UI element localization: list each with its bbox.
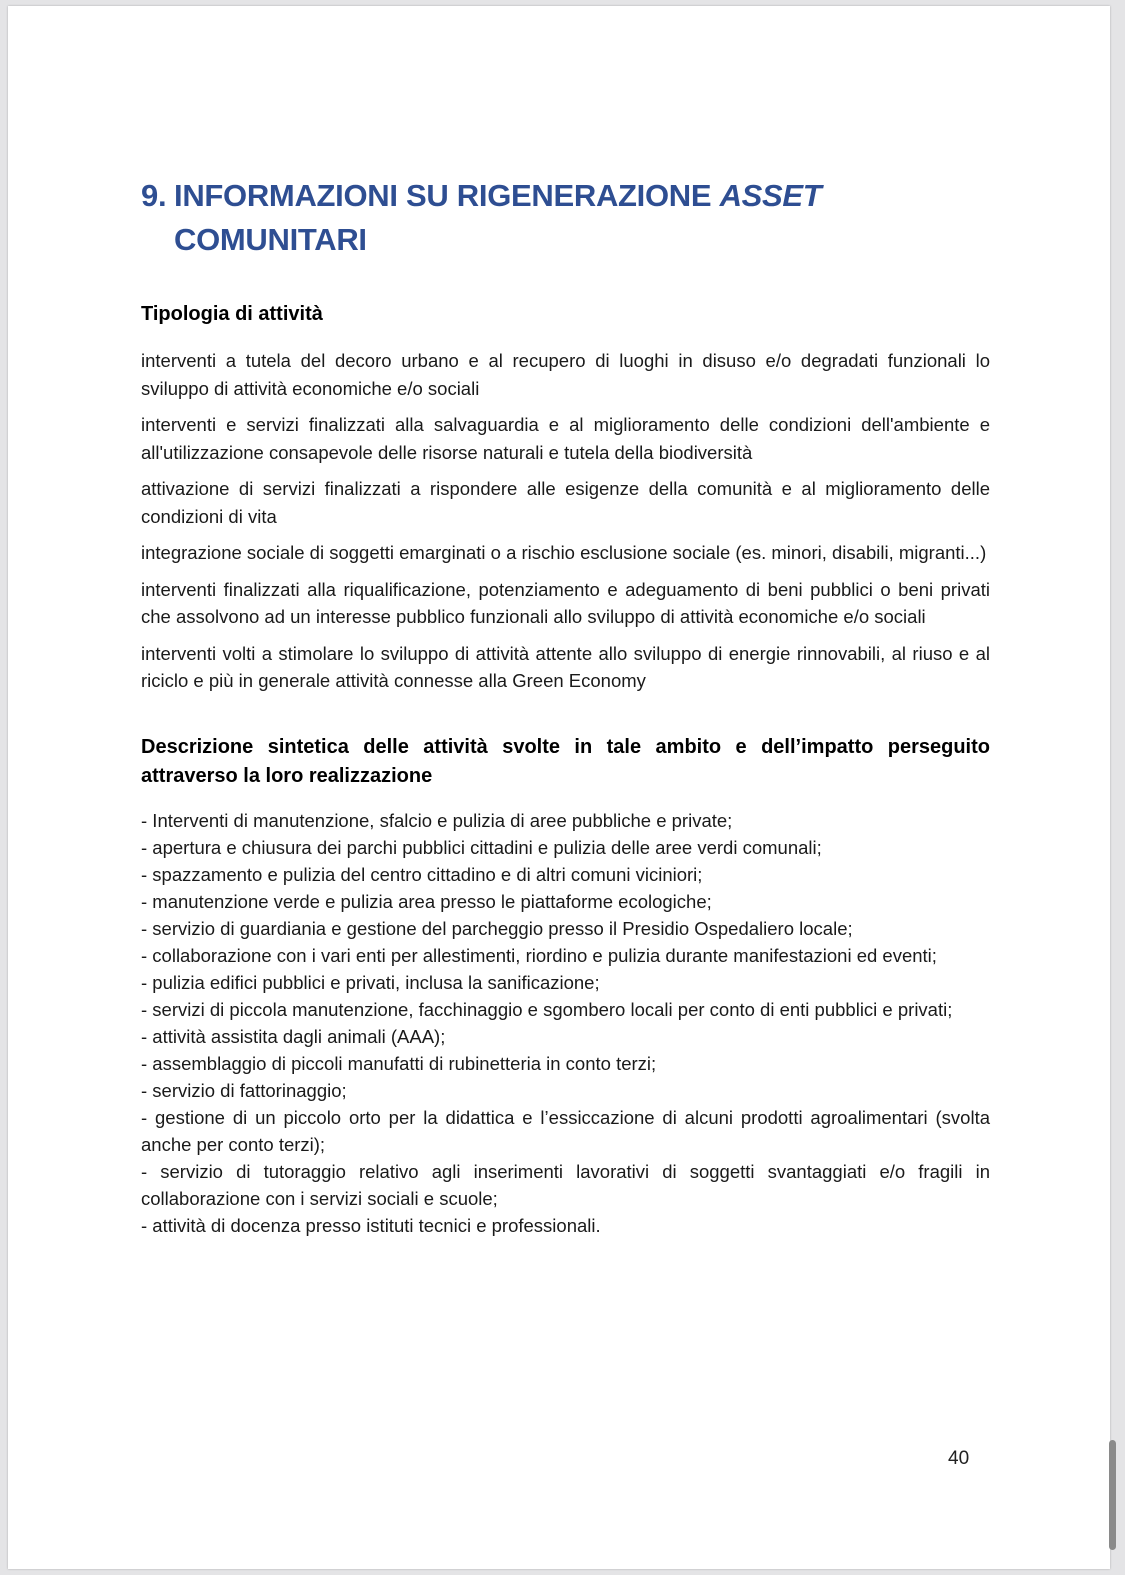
list-item: - pulizia edifici pubblici e privati, inclusa la sanificazione; bbox=[141, 971, 600, 993]
list-item: - attività assistita dagli animali (AAA); bbox=[141, 1025, 446, 1047]
list-item: interventi volti a stimolare lo sviluppo di attività attente allo sviluppo di energie rinnovabili, al riuso e al riciclo e più in generale attività connesse alla Green Economy bbox=[141, 642, 990, 691]
list-item: - servizio di tutoraggio relativo agli inserimenti lavorativi di soggetti svantaggiati e/o fragili in collaborazione con i servizi sociali e scuole; bbox=[141, 1160, 990, 1209]
chapter-title-line2: COMUNITARI bbox=[174, 222, 367, 257]
list-item: - attività di docenza presso istituti tecnici e professionali. bbox=[141, 1214, 601, 1236]
page-number: 40 bbox=[948, 1448, 970, 1469]
section-heading-tipologia: Tipologia di attività bbox=[141, 303, 323, 325]
list-item: - servizio di guardiania e gestione del parcheggio presso il Presidio Ospedaliero locale; bbox=[141, 917, 853, 939]
chapter-title-text: INFORMAZIONI SU RIGENERAZIONE bbox=[174, 178, 720, 213]
list-item: - spazzamento e pulizia del centro cittadino e di altri comuni viciniori; bbox=[141, 863, 703, 885]
list-item: integrazione sociale di soggetti emarginati o a rischio esclusione sociale (es. minori, disabili, migranti...) bbox=[141, 542, 987, 563]
chapter-title-italic: ASSET bbox=[719, 178, 822, 213]
list-item: interventi a tutela del decoro urbano e al recupero di luoghi in disuso e/o degradati funzionali lo sviluppo di attività economiche e/o sociali bbox=[141, 350, 990, 399]
vertical-scrollbar-thumb[interactable] bbox=[1109, 1440, 1116, 1550]
list-item: - gestione di un piccolo orto per la didattica e l’essiccazione di alcuni prodotti agroalimentari (svolta anche per conto terzi); bbox=[141, 1106, 990, 1155]
section-heading-descrizione: Descrizione sintetica delle attività svolte in tale ambito e dell’impatto perseguito attraverso la loro realizzazione bbox=[141, 735, 990, 787]
list-item: attivazione di servizi finalizzati a rispondere alle esigenze della comunità e al miglioramento delle condizioni di vita bbox=[141, 478, 990, 527]
list-item: - Interventi di manutenzione, sfalcio e pulizia di aree pubbliche e private; bbox=[141, 809, 733, 831]
list-item: interventi finalizzati alla riqualificazione, potenziamento e adeguamento di beni pubblici o beni privati che assolvono ad un interesse pubblico funzionali allo sviluppo di attività economiche e/o sociali bbox=[141, 578, 990, 627]
chapter-title bbox=[141, 174, 990, 262]
list-item: - apertura e chiusura dei parchi pubblici cittadini e pulizia delle aree verdi comunali; bbox=[141, 836, 822, 858]
list-item: interventi e servizi finalizzati alla salvaguardia e al miglioramento delle condizioni dell'ambiente e all'utilizzazione consapevole delle risorse naturali e tutela della biodiversità bbox=[141, 414, 990, 463]
page-content bbox=[141, 174, 990, 1239]
list-item: - servizi di piccola manutenzione, facchinaggio e sgombero locali per conto di enti pubblici e privati; bbox=[141, 998, 953, 1020]
list-item: - manutenzione verde e pulizia area presso le piattaforme ecologiche; bbox=[141, 890, 712, 912]
activity-type-list bbox=[141, 347, 990, 695]
activity-description-list bbox=[141, 807, 990, 1239]
list-item: - servizio di fattorinaggio; bbox=[141, 1079, 347, 1101]
chapter-number: 9. bbox=[141, 178, 167, 213]
list-item: - collaborazione con i vari enti per allestimenti, riordino e pulizia durante manifestazioni ed eventi; bbox=[141, 944, 937, 966]
list-item: - assemblaggio di piccoli manufatti di rubinetteria in conto terzi; bbox=[141, 1052, 657, 1074]
document-page bbox=[8, 6, 1110, 1569]
